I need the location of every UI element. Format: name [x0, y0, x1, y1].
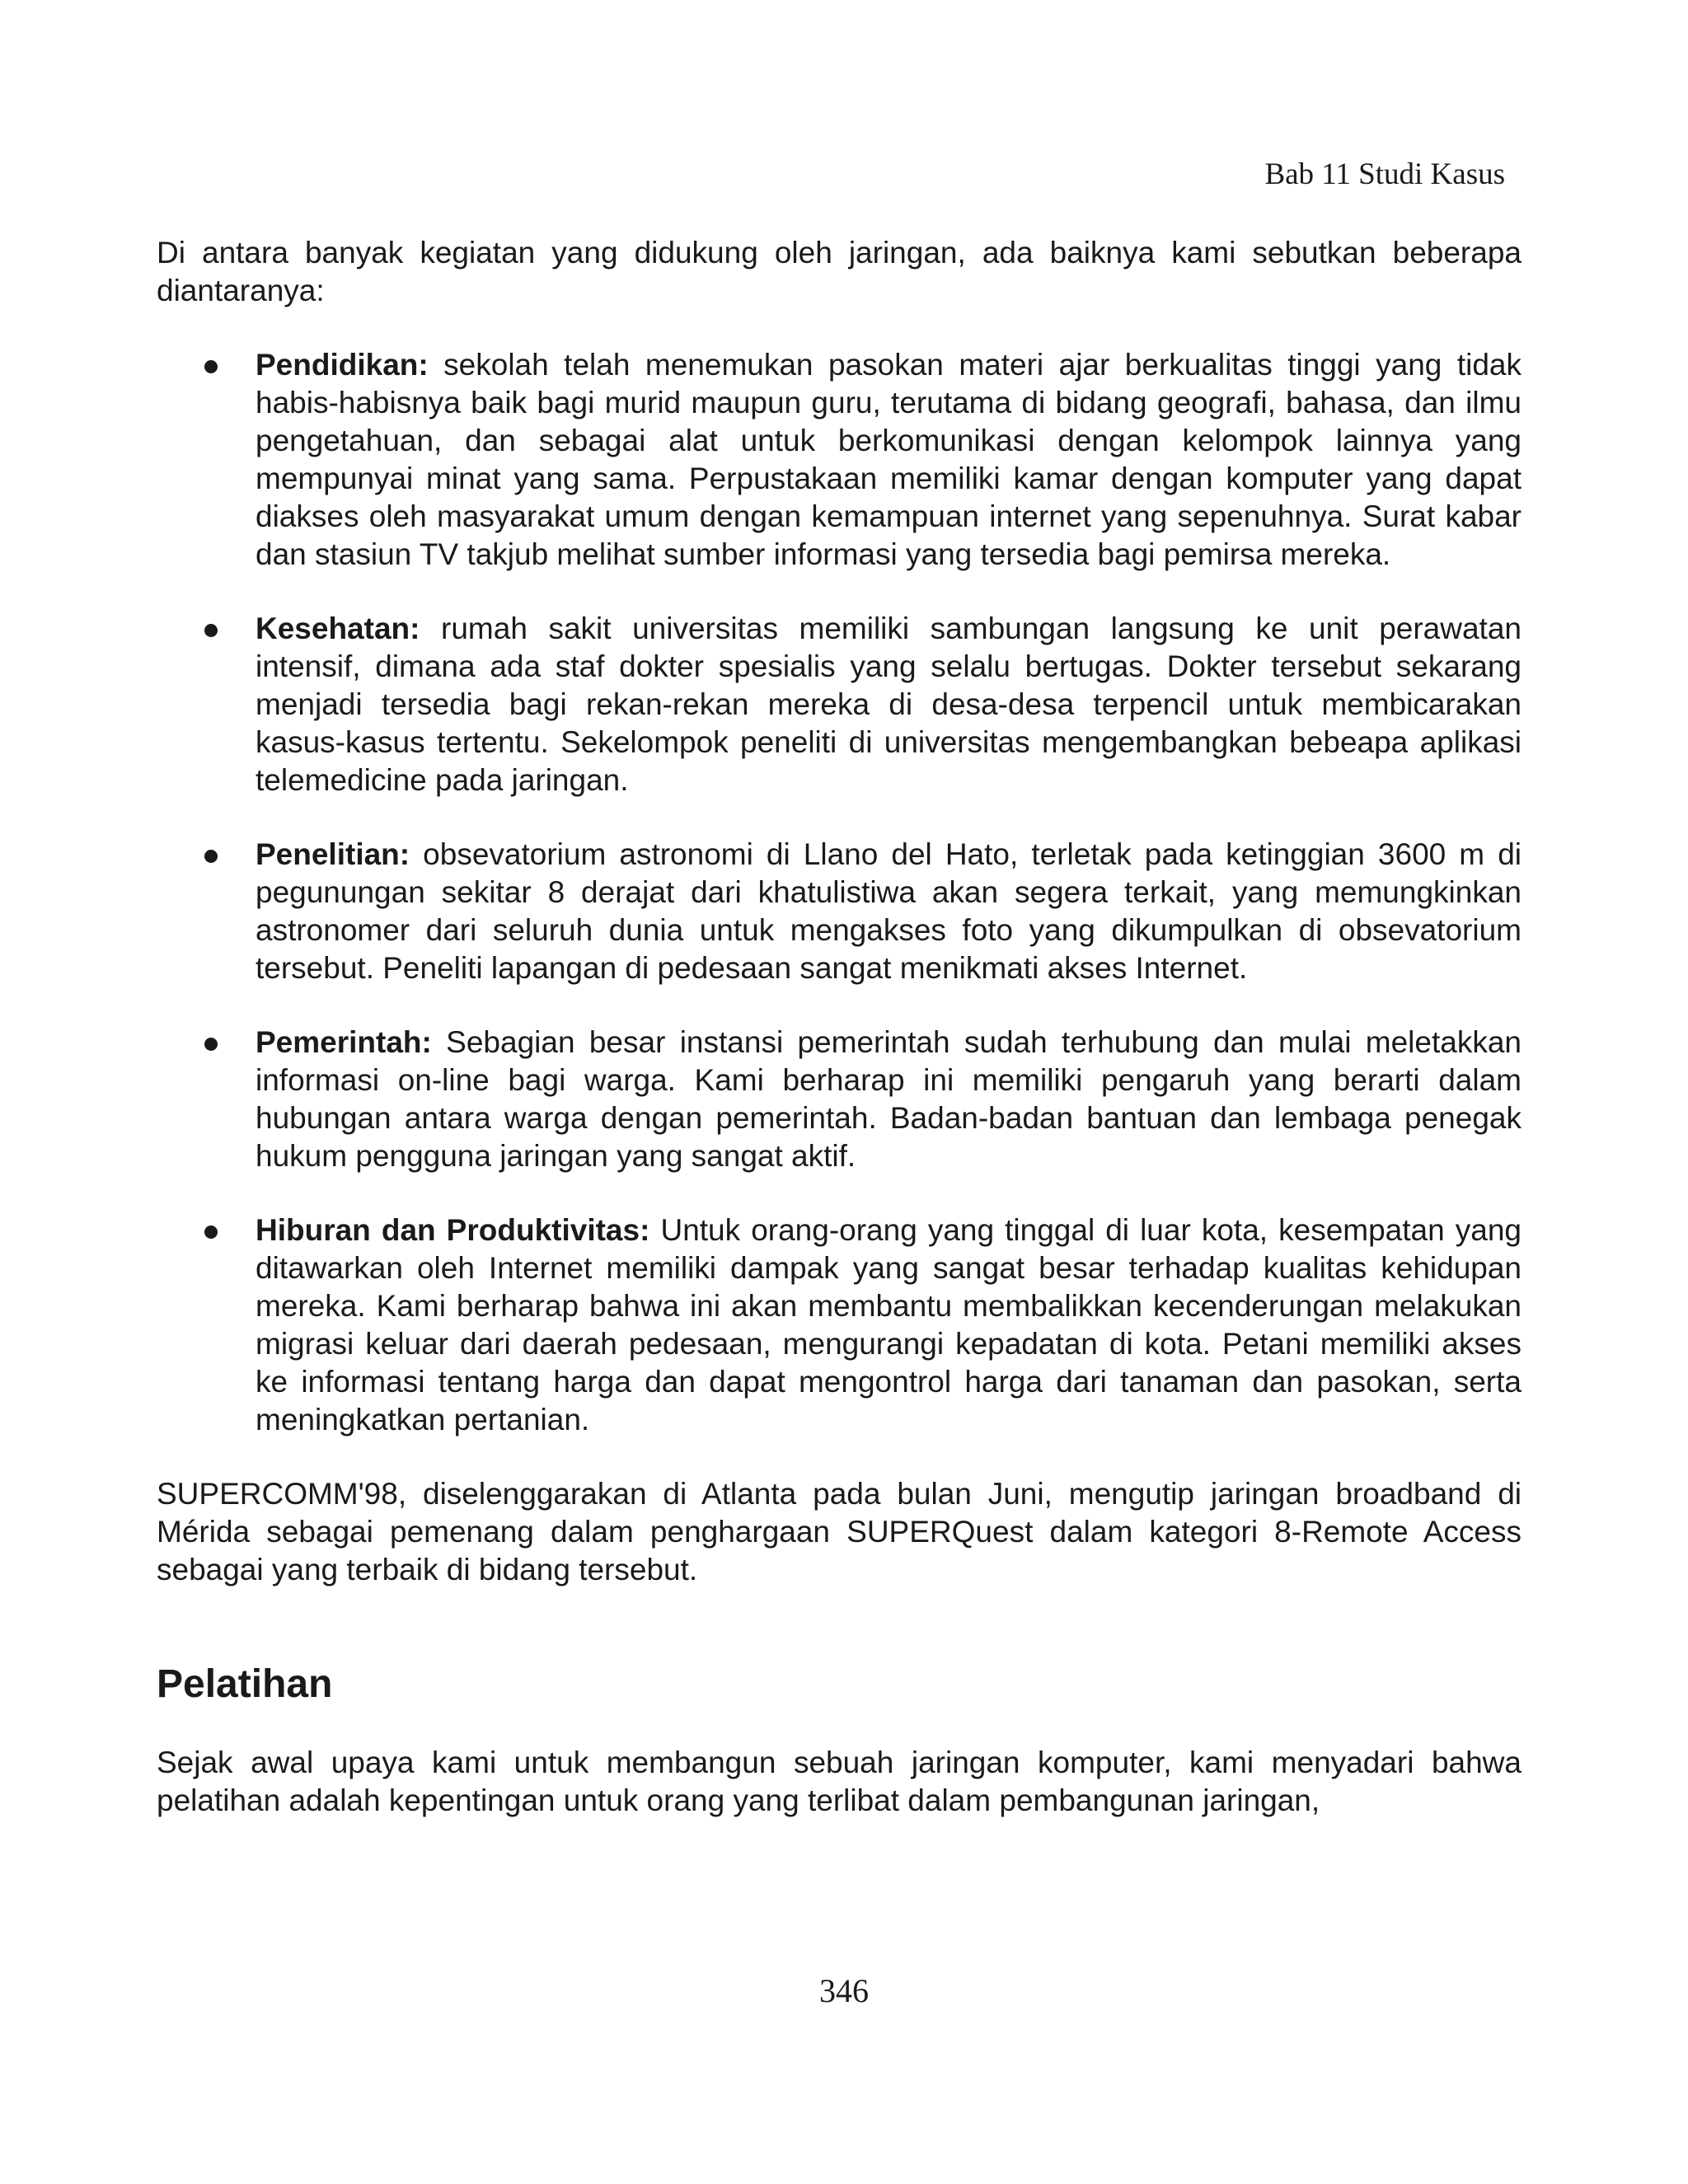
bullet-title: Kesehatan:: [256, 612, 420, 645]
list-item-pemerintah: [157, 1024, 1522, 1175]
bullet-icon: [204, 1038, 218, 1051]
bullet-text: Untuk orang-orang yang tinggal di luar kota, kesempatan yang ditawarkan oleh Internet memiliki dampak yang sangat besar terhadap kualitas kehidupan mereka. Kami berharap bahwa ini akan membantu membalikkan kecenderungan melakukan migrasi keluar dari daerah pedesaan, mengurangi kepadatan di kota. Petani memiliki akses ke informasi tentang harga dan dapat mengontrol harga dari tanaman dan pasokan, serta meningkatkan pertanian.: [256, 1213, 1522, 1436]
activity-list: [157, 346, 1522, 1439]
bullet-icon: [204, 624, 218, 637]
running-header: Bab 11 Studi Kasus: [1264, 157, 1505, 191]
section-heading: Pelatihan: [157, 1662, 333, 1706]
list-item-kesehatan: [157, 610, 1522, 799]
closing-paragraph: SUPERCOMM'98, diselenggarakan di Atlanta pada bulan Juni, mengutip jaringan broadband di Mérida sebagai pemenang dalam penghargaan SUPERQuest dalam kategori 8-Remote Access sebagai yang terbaik di bidang tersebut.: [157, 1477, 1522, 1586]
list-item-penelitian: [157, 836, 1522, 987]
page-body: [157, 234, 1522, 1820]
intro-paragraph: Di antara banyak kegiatan yang didukung oleh jaringan, ada baiknya kami sebutkan beberapa diantaranya:: [157, 236, 1522, 307]
section-paragraph: Sejak awal upaya kami untuk membangun sebuah jaringan komputer, kami menyadari bahwa pelatihan adalah kepentingan untuk orang yang terlibat dalam pembangunan jaringan,: [157, 1746, 1522, 1817]
list-item-hiburan: [157, 1212, 1522, 1439]
bullet-icon: [204, 1226, 218, 1239]
bullet-title: Pendidikan:: [256, 348, 429, 382]
bullet-title: Penelitian:: [256, 837, 410, 871]
list-item-pendidikan: [157, 346, 1522, 574]
bullet-title: Pemerintah:: [256, 1025, 432, 1059]
bullet-text: Sebagian besar instansi pemerintah sudah terhubung dan mulai meletakkan informasi on-line bagi warga. Kami berharap ini memiliki pengaruh yang berarti dalam hubungan antara warga dengan pemerintah. Badan-badan bantuan dan lembaga penegak hukum pengguna jaringan yang sangat aktif.: [256, 1025, 1522, 1173]
page-number: 346: [819, 1972, 869, 2009]
bullet-icon: [204, 360, 218, 373]
bullet-text: rumah sakit universitas memiliki sambungan langsung ke unit perawatan intensif, dimana ada staf dokter spesialis yang selalu bertugas. Dokter tersebut sekarang menjadi tersedia bagi rekan-rekan mereka di desa-desa terpencil untuk membicarakan kasus-kasus tertentu. Sekelompok peneliti di universitas mengembangkan bebeapa aplikasi telemedicine pada jaringan.: [256, 612, 1522, 797]
bullet-text: sekolah telah menemukan pasokan materi ajar berkualitas tinggi yang tidak habis-habisnya baik bagi murid maupun guru, terutama di bidang geografi, bahasa, dan ilmu pengetahuan, dan sebagai alat untuk berkomunikasi dengan kelompok lainnya yang mempunyai minat yang sama. Perpustakaan memiliki kamar dengan komputer yang dapat diakses oleh masyarakat umum dengan kemampuan internet yang sepenuhnya. Surat kabar dan stasiun TV takjub melihat sumber informasi yang tersedia bagi pemirsa mereka.: [256, 348, 1522, 571]
bullet-text: obsevatorium astronomi di Llano del Hato, terletak pada ketinggian 3600 m di pegunungan sekitar 8 derajat dari khatulistiwa akan segera terkait, yang memungkinkan astronomer dari seluruh dunia untuk mengakses foto yang dikumpulkan di obsevatorium tersebut. Peneliti lapangan di pedesaan sangat menikmati akses Internet.: [256, 837, 1522, 985]
bullet-title: Hiburan dan Produktivitas:: [256, 1213, 650, 1247]
bullet-icon: [204, 850, 218, 863]
